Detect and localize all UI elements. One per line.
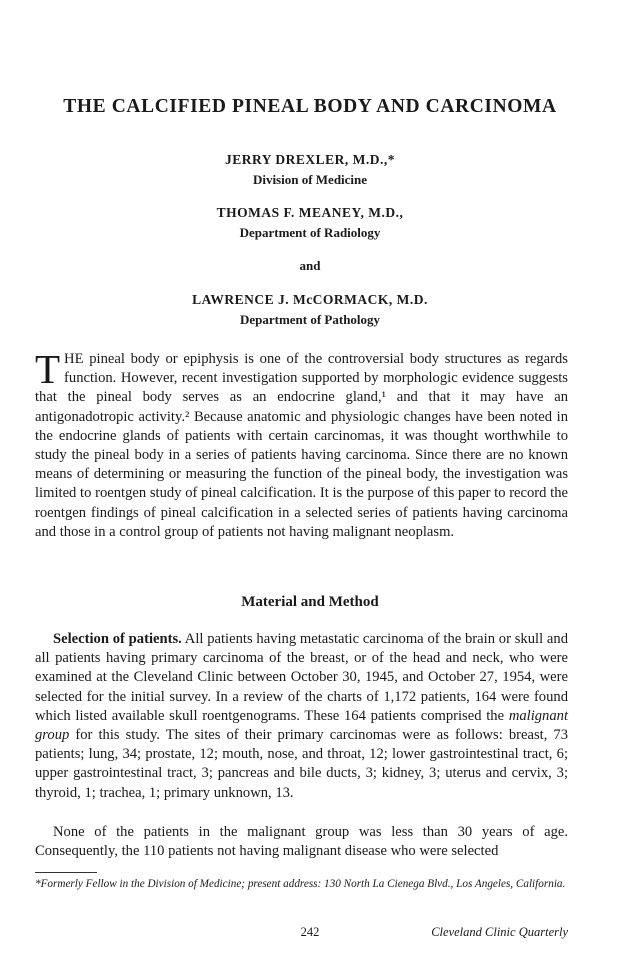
author-block [0, 290, 620, 329]
author-name: LAWRENCE J. McCORMACK, M.D. [192, 292, 428, 307]
section-heading: Material and Method [241, 594, 379, 610]
author-name: JERRY DREXLER, M.D.,* [224, 152, 396, 167]
drop-cap: T [35, 346, 61, 392]
article-title: THE CALCIFIED PINEAL BODY AND CARCINOMA [63, 96, 557, 117]
footnote-rule [35, 872, 97, 873]
author-block [0, 203, 620, 242]
page-number: 242 [300, 925, 320, 939]
author-affiliation: Department of Radiology [239, 225, 381, 240]
author-affiliation: Department of Pathology [239, 312, 381, 327]
author-list [0, 150, 620, 329]
footnote: *Formerly Fellow in the Division of Medicine; present address: 130 North La Cienega Blvd., Los Angeles, California. [35, 878, 566, 890]
and-separator: and [299, 258, 321, 273]
author-affiliation: Division of Medicine [252, 172, 368, 187]
author-block [0, 150, 620, 189]
body-paragraph [35, 630, 568, 803]
body-paragraph: None of the patients in the malignant group was less than 30 years of age. Consequently, the 110 patients not having malignant disease who were selected [35, 824, 568, 860]
journal-name: Cleveland Clinic Quarterly [431, 925, 568, 939]
intro-text: HE pineal body or epiphysis is one of the controversial body structures as regards function. However, recent investigation supported by morphologic evidence suggests that the pineal body serves as an endocrine gland,¹ and that it may have an antigonadotropic activity.² Because anatomic and physiologic changes have been noted in the endocrine glands of patients with certain carcinomas, it was thought worthwhile to study the pineal body in a series of patients having carcinoma. Since there are no known means of determining or measuring the function of the pineal body, the investigation was limited to roentgen study of pineal calcification. It is the purpose of this paper to record the roentgen findings of pineal calcification in a selected series of patients having carcinoma and those in a control group of patients not having malignant neoplasm. [35, 351, 568, 540]
author-name: THOMAS F. MEANEY, M.D., [216, 205, 404, 220]
intro-paragraph [35, 346, 568, 542]
italic-term: malignant group [35, 707, 568, 744]
paragraph-text: All patients having metastatic carcinoma of the brain or skull and all patients having primary carcinoma of the breast, or of the head and neck, who were examined at the Cleveland Clinic between October 30, 1945, and October 27, 1954, were selected for the initial survey. In a review of the charts of 1,172 patients, 164 were found which listed available skull roentgenograms. These 164 patients comprised the [35, 631, 568, 724]
run-in-heading: Selection of patients. [53, 631, 182, 647]
paragraph-text: for this study. The sites of their primary carcinomas were as follows: breast, 73 patients; lung, 34; prostate, 12; mouth, nose, and throat, 12; lower gastrointestinal tract, 6; upper gastrointestinal tract, 3; pancreas and bile ducts, 3; kidney, 3; uterus and cervix, 3; thyroid, 1; trachea, 1; primary unknown, 13. [35, 727, 568, 801]
